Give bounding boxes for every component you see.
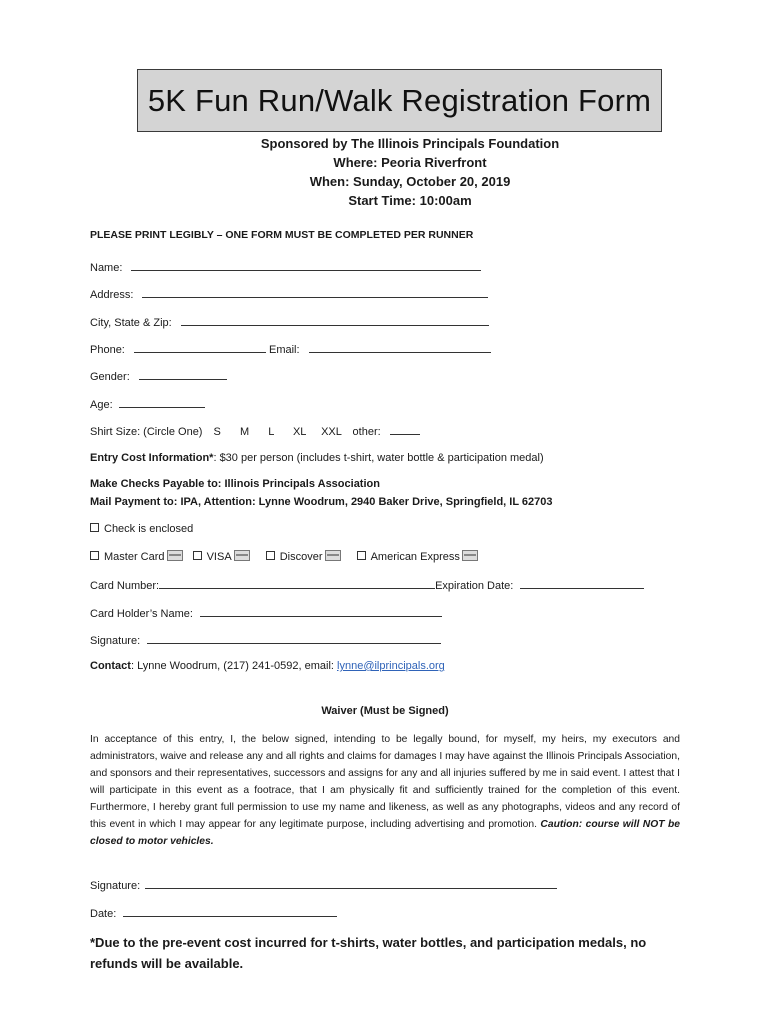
mastercard-icon — [167, 550, 183, 561]
contact-email-link[interactable]: lynne@ilprincipals.org — [337, 660, 445, 672]
size-s[interactable]: S — [213, 426, 221, 438]
address-blank[interactable] — [142, 287, 488, 298]
contact-label: Contact — [90, 660, 131, 672]
contact-text: : Lynne Woodrum, (217) 241-0592, email: — [130, 660, 338, 672]
mastercard-checkbox[interactable] — [90, 551, 99, 560]
waiver-signature-label: Signature: — [90, 880, 141, 892]
checks-payable: Make Checks Payable to: Illinois Principals Association — [90, 478, 380, 490]
print-instruction: PLEASE PRINT LEGIBLY – ONE FORM MUST BE COMPLETED PER RUNNER — [90, 229, 474, 241]
address-label: Address: — [90, 289, 134, 301]
shirt-size-label: Shirt Size: (Circle One) — [90, 426, 203, 438]
card-holder-field[interactable] — [90, 606, 442, 620]
card-number-label: Card Number: — [90, 580, 160, 592]
waiver-title: Waiver (Must be Signed) — [321, 705, 449, 717]
expiration-blank[interactable] — [520, 578, 644, 589]
city-state-zip-blank[interactable] — [181, 315, 489, 326]
mail-payment: Mail Payment to: IPA, Attention: Lynne Woodrum, 2940 Baker Drive, Springfield, IL 62703 — [90, 496, 553, 508]
shirt-size-field[interactable] — [90, 424, 420, 438]
check-enclosed-label: Check is enclosed — [104, 523, 194, 535]
size-xxl[interactable]: XXL — [321, 426, 342, 438]
contact-line — [90, 660, 445, 672]
size-l[interactable]: L — [268, 426, 274, 438]
gender-label: Gender: — [90, 371, 130, 383]
card-number-blank[interactable] — [159, 578, 435, 589]
email-label: Email: — [269, 344, 300, 356]
card-holder-label: Card Holder’s Name: — [90, 608, 193, 620]
payment-signature-field[interactable] — [90, 633, 441, 647]
card-holder-blank[interactable] — [200, 606, 442, 617]
visa-label: VISA — [206, 551, 232, 563]
when-line: When: Sunday, October 20, 2019 — [309, 174, 511, 189]
waiver-signature-field[interactable] — [90, 878, 557, 892]
discover-label: Discover — [279, 551, 323, 563]
caution-text: Caution: course will NOT be closed to motor vehicles. — [90, 819, 680, 847]
amex-icon — [462, 550, 478, 561]
age-field[interactable] — [90, 397, 205, 411]
amex-label: American Express — [370, 551, 460, 563]
refund-note: *Due to the pre-event cost incurred for t-shirts, water bottles, and participation medals, no refunds will be available. — [90, 935, 647, 971]
entry-cost-text: : $30 per person (includes t-shirt, water bottle & participation medal) — [213, 452, 544, 464]
date-field[interactable] — [90, 906, 337, 920]
name-field[interactable] — [90, 260, 481, 274]
visa-checkbox[interactable] — [193, 551, 202, 560]
sponsor-line: Sponsored by The Illinois Principals Foundation — [260, 136, 560, 151]
address-field[interactable] — [90, 287, 488, 301]
check-enclosed-checkbox[interactable] — [90, 523, 99, 532]
size-m[interactable]: M — [239, 426, 250, 438]
expiration-label: Expiration Date: — [435, 580, 514, 592]
city-state-zip-field[interactable] — [90, 315, 489, 329]
gender-blank[interactable] — [139, 369, 227, 380]
phone-label: Phone: — [90, 344, 125, 356]
phone-email-field[interactable] — [90, 342, 491, 356]
discover-checkbox[interactable] — [266, 551, 275, 560]
waiver-text — [90, 731, 680, 850]
where-line: Where: Peoria Riverfront — [333, 155, 487, 170]
card-type-options[interactable] — [90, 550, 481, 563]
visa-icon — [234, 550, 250, 561]
city-state-zip-label: City, State & Zip: — [90, 317, 172, 329]
size-other-blank[interactable] — [390, 424, 420, 435]
age-blank[interactable] — [119, 397, 205, 408]
date-label: Date: — [90, 908, 117, 920]
size-xl[interactable]: XL — [292, 426, 307, 438]
waiver-signature-blank[interactable] — [145, 878, 557, 889]
start-time-line: Start Time: 10:00am — [348, 193, 472, 208]
payment-signature-blank[interactable] — [147, 633, 441, 644]
email-blank[interactable] — [309, 342, 491, 353]
amex-checkbox[interactable] — [357, 551, 366, 560]
name-blank[interactable] — [131, 260, 481, 271]
check-enclosed-option[interactable] — [90, 523, 193, 535]
name-label: Name: — [90, 262, 123, 274]
entry-cost-label: Entry Cost Information* — [90, 452, 214, 464]
gender-field[interactable] — [90, 369, 227, 383]
phone-blank[interactable] — [134, 342, 266, 353]
payment-signature-label: Signature: — [90, 635, 141, 647]
age-label: Age: — [90, 399, 113, 411]
discover-icon — [325, 550, 341, 561]
page-title: 5K Fun Run/Walk Registration Form — [147, 82, 652, 118]
title-box — [137, 69, 662, 132]
date-blank[interactable] — [123, 906, 337, 917]
card-number-field[interactable] — [90, 578, 644, 592]
size-other: other: — [352, 426, 381, 438]
mastercard-label: Master Card — [104, 551, 165, 563]
waiver-body: In acceptance of this entry, I, the below signed, intending to be legally bound, for myself, my heirs, my executors and administrators, waive and release any and all rights and claims for damages I may have against the Illinois Principals Association, and sponsors and their representatives, successors and assigns for any and all injuries suffered by me in said event. I attest that I will participate in this event as a footrace, that I am physically fit and sufficiently trained for the completion of this event. Furthermore, I hereby grant full permission to use my name and likeness, as well as any photographs, videos and any record of this event in which I may appear for any legitimate purpose, including advertising and promotion. — [90, 734, 680, 830]
entry-cost — [90, 452, 544, 464]
